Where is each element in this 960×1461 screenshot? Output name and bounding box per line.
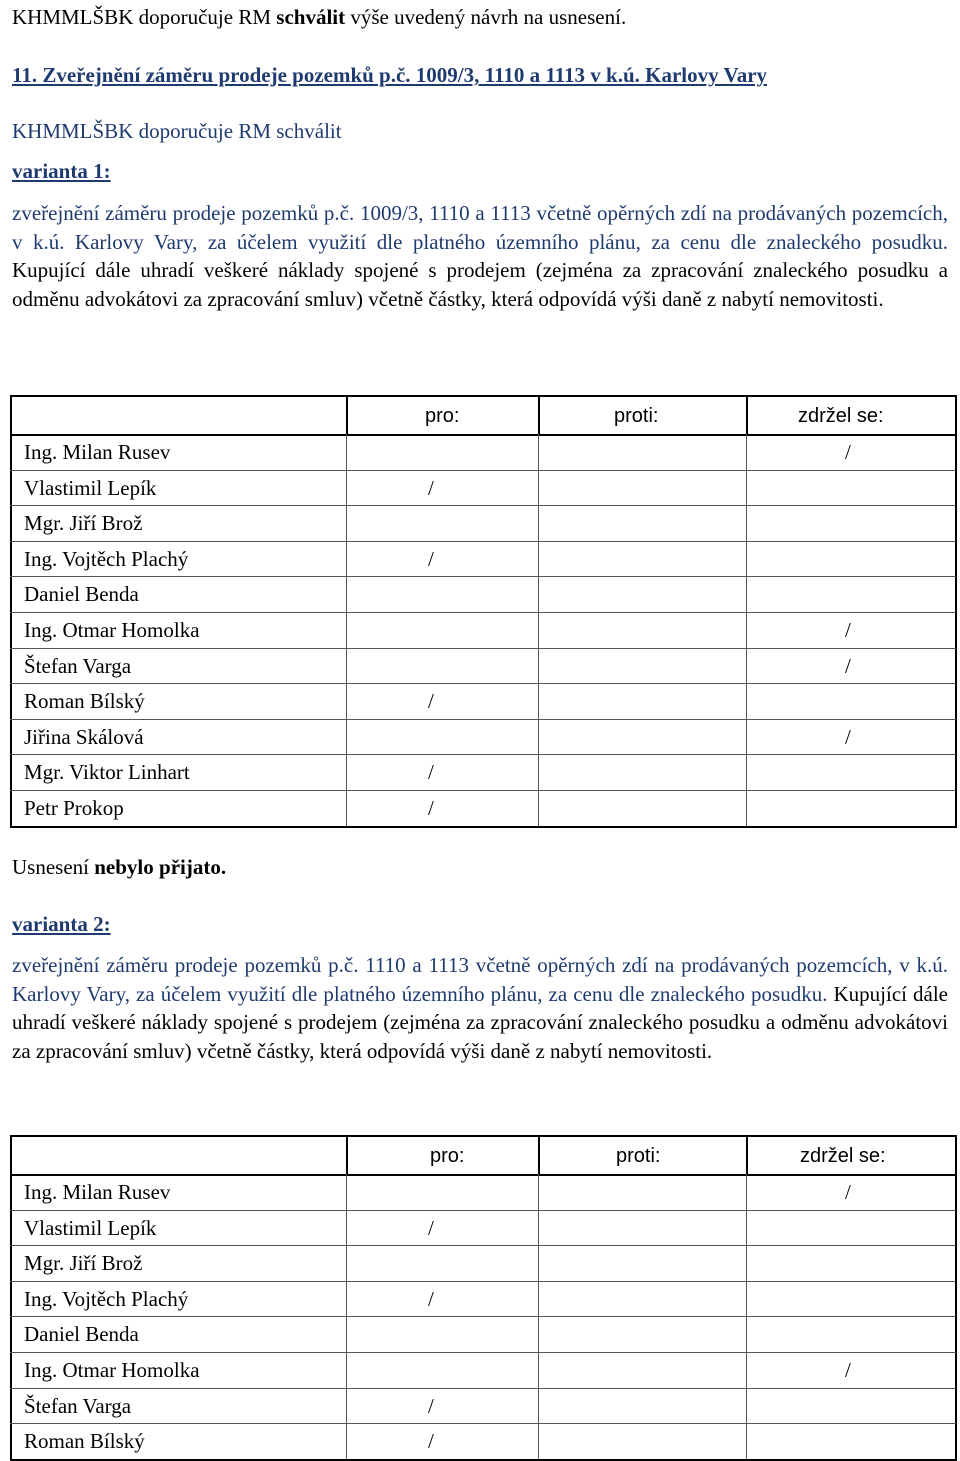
column-divider [538, 683, 539, 719]
column-divider [346, 683, 347, 719]
column-divider [746, 612, 747, 648]
column-divider [346, 1135, 348, 1174]
column-divider [346, 754, 347, 790]
column-divider [538, 395, 540, 434]
column-divider [538, 541, 539, 577]
vote-mark-pro: / [428, 689, 434, 714]
vote-mark-zdrzel: / [845, 440, 851, 464]
table-border [10, 1135, 12, 1459]
member-name: Daniel Benda [24, 1322, 139, 1347]
member-name: Roman Bílský [24, 1429, 145, 1454]
vote-header-zdrzel: zdržel se: [800, 1145, 886, 1167]
member-name: Petr Prokop [24, 796, 124, 820]
member-name: Ing. Otmar Homolka [24, 1358, 200, 1382]
result-prefix: Usnesení [12, 855, 95, 879]
variant1-text-blue: zveřejnění záměru prodeje pozemků p.č. 1009/3, 1110 a 1113 včetně opěrných zdí na prodávaných pozemcích, v k.ú. Karlovy Vary, za účelem využití dle platného územního plánu, za cenu dle znaleckého posudku. [12, 201, 948, 254]
member-name: Vlastimil Lepík [24, 475, 157, 500]
member-name: Vlastimil Lepík [24, 1215, 157, 1240]
row-divider [10, 754, 956, 755]
member-name: Mgr. Viktor Linhart [24, 760, 190, 785]
column-divider [746, 1210, 747, 1246]
row-divider [10, 1245, 956, 1246]
member-name: Ing. Milan Rusev [24, 1180, 171, 1204]
intro-suffix: výše uvedený návrh na usnesení. [345, 5, 627, 29]
item-recommendation: KHMMLŠBK doporučuje RM schválit [12, 119, 342, 143]
table-border [10, 1459, 956, 1461]
row-divider [10, 790, 956, 791]
member-name: Štefan Varga [24, 653, 132, 678]
vote-mark-pro: / [428, 1393, 434, 1418]
column-divider [746, 1245, 747, 1281]
row-divider [10, 648, 956, 649]
row-divider [10, 541, 956, 542]
column-divider [538, 576, 539, 612]
column-divider [346, 1352, 347, 1388]
vote-header-proti: proti: [614, 405, 659, 427]
member-name: Mgr. Jiří Brož [24, 511, 143, 536]
member-name: Štefan Varga [24, 1393, 132, 1418]
column-divider [538, 470, 539, 506]
column-divider [538, 1174, 539, 1210]
row-divider [10, 1316, 956, 1317]
column-divider [346, 470, 347, 506]
variant1-label: varianta 1: [12, 159, 111, 183]
column-divider [346, 1245, 347, 1281]
vote-header-pro: pro: [425, 405, 460, 427]
variant2-label: varianta 2: [12, 912, 111, 936]
row-divider [10, 434, 956, 436]
vote-header-zdrzel: zdržel se: [798, 405, 884, 427]
column-divider [346, 1174, 347, 1210]
column-divider [746, 576, 747, 612]
variant2-text-blue: zveřejnění záměru prodeje pozemků p.č. 1110 a 1113 včetně opěrných zdí na prodávaných pozemcích, v k.ú. Karlovy Vary, za účelem využití dle platného územního plánu, za cenu dle znaleckého posudku. [12, 953, 948, 1006]
vote-mark-zdrzel: / [845, 1180, 851, 1204]
column-divider [346, 719, 347, 755]
member-name: Daniel Benda [24, 582, 139, 607]
column-divider [746, 754, 747, 790]
column-divider [746, 470, 747, 506]
column-divider [746, 790, 747, 826]
column-divider [538, 434, 539, 470]
column-divider [346, 612, 347, 648]
table-border [955, 1135, 957, 1461]
column-divider [746, 505, 747, 541]
column-divider [746, 395, 748, 434]
member-name: Ing. Vojtěch Plachý [24, 1286, 189, 1311]
row-divider [10, 1174, 956, 1176]
column-divider [538, 1210, 539, 1246]
column-divider [538, 754, 539, 790]
intro-bold: schválit [276, 5, 346, 29]
column-divider [746, 434, 747, 470]
column-divider [746, 541, 747, 577]
column-divider [538, 790, 539, 826]
row-divider [10, 576, 956, 577]
column-divider [746, 719, 747, 755]
column-divider [538, 505, 539, 541]
intro-line [12, 4, 626, 30]
item-heading: 11. Zveřejnění záměru prodeje pozemků p.č. 1009/3, 1110 a 1113 v k.ú. Karlovy Vary [12, 63, 768, 87]
table-border [10, 826, 956, 828]
row-divider [10, 505, 956, 506]
column-divider [746, 1352, 747, 1388]
variant2-text-black: Kupující dále uhradí veškeré náklady spojené s prodejem (zejména za zpracování znaleckého posudku a odměnu advokátovi za zpracování smluv) včetně částky, která odpovídá výši daně z nabytí nemovitosti. [12, 981, 948, 1063]
row-divider [10, 1388, 956, 1389]
member-name: Ing. Milan Rusev [24, 440, 171, 464]
row-divider [10, 612, 956, 613]
column-divider [746, 1135, 748, 1174]
member-name: Roman Bílský [24, 689, 145, 714]
column-divider [346, 1281, 347, 1317]
vote-mark-pro: / [428, 1215, 434, 1240]
vote-header-proti: proti: [616, 1145, 661, 1167]
row-divider [10, 1281, 956, 1282]
column-divider [746, 683, 747, 719]
vote-mark-pro: / [428, 546, 434, 571]
column-divider [346, 541, 347, 577]
row-divider [10, 1423, 956, 1424]
column-divider [346, 395, 348, 434]
column-divider [346, 505, 347, 541]
variant2-paragraph [12, 951, 948, 1065]
table-border [10, 1135, 956, 1137]
vote-mark-pro: / [428, 796, 434, 820]
column-divider [346, 1316, 347, 1352]
variant1-result [12, 854, 226, 880]
column-divider [538, 648, 539, 684]
column-divider [746, 648, 747, 684]
vote-mark-pro: / [428, 1286, 434, 1311]
vote-mark-zdrzel: / [845, 724, 851, 749]
row-divider [10, 470, 956, 471]
vote-mark-zdrzel: / [845, 618, 851, 642]
column-divider [746, 1316, 747, 1352]
column-divider [746, 1174, 747, 1210]
row-divider [10, 683, 956, 684]
member-name: Ing. Vojtěch Plachý [24, 546, 189, 571]
column-divider [346, 1388, 347, 1424]
column-divider [346, 648, 347, 684]
table-border [10, 395, 12, 826]
column-divider [538, 612, 539, 648]
member-name: Mgr. Jiří Brož [24, 1251, 143, 1276]
member-name: Ing. Otmar Homolka [24, 618, 200, 642]
variant1-text-black: Kupující dále uhradí veškeré náklady spojené s prodejem (zejména za zpracování znaleckého posudku a odměnu advokátovi za zpracování smluv) včetně částky, která odpovídá výši daně z nabytí nemovitosti. [12, 258, 948, 311]
variant1-paragraph [12, 199, 948, 313]
vote-mark-pro: / [428, 760, 434, 785]
column-divider [746, 1423, 747, 1459]
column-divider [346, 1210, 347, 1246]
result-bold: nebylo přijato. [94, 855, 227, 879]
row-divider [10, 1210, 956, 1211]
column-divider [346, 434, 347, 470]
column-divider [538, 1316, 539, 1352]
column-divider [538, 1388, 539, 1424]
column-divider [538, 1281, 539, 1317]
column-divider [346, 790, 347, 826]
column-divider [746, 1281, 747, 1317]
vote-mark-pro: / [428, 475, 434, 500]
table-border [10, 395, 956, 397]
intro-prefix: KHMMLŠBK doporučuje RM [12, 5, 277, 29]
vote-mark-pro: / [428, 1429, 434, 1454]
column-divider [346, 576, 347, 612]
vote-mark-zdrzel: / [845, 1358, 851, 1382]
column-divider [538, 1245, 539, 1281]
member-name: Jiřina Skálová [24, 724, 144, 749]
column-divider [538, 1135, 540, 1174]
vote-header-pro: pro: [430, 1145, 465, 1167]
column-divider [538, 719, 539, 755]
column-divider [746, 1388, 747, 1424]
row-divider [10, 1352, 956, 1353]
vote-mark-zdrzel: / [845, 653, 851, 678]
column-divider [538, 1352, 539, 1388]
row-divider [10, 719, 956, 720]
column-divider [538, 1423, 539, 1459]
column-divider [346, 1423, 347, 1459]
